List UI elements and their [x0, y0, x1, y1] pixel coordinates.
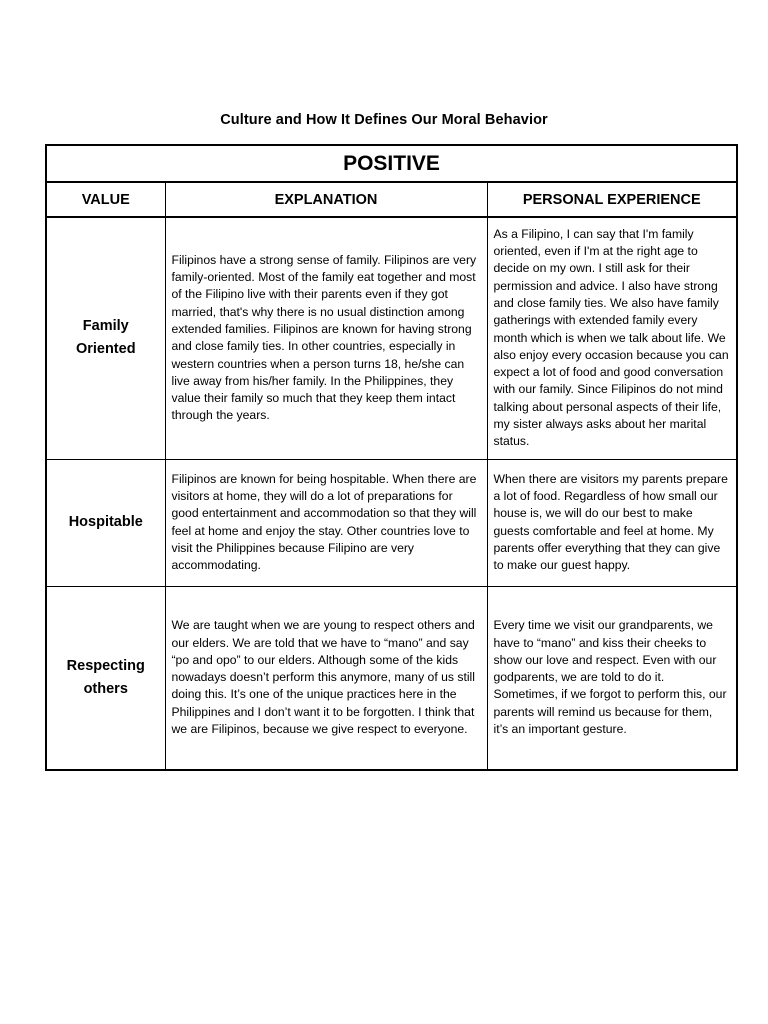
- column-header-value: VALUE: [46, 182, 165, 217]
- explanation-text: We are taught when we are young to respect others and our elders. We are told that we have to “mano” and say “po and opo” to our elders. Although some of the kids nowadays doesn’t perform this anymore, many of us still doing this. It’s one of the unique practices here in the Philippines and I don’t want it to be forgotten. I think that we are Filipinos, because we give respect to everyone.: [171, 618, 475, 736]
- value-cell-respecting-others: [46, 586, 165, 770]
- value-label-line1: Hospitable: [68, 514, 143, 530]
- table-row: [46, 217, 737, 459]
- explanation-cell: [165, 217, 487, 459]
- explanation-cell: [165, 586, 487, 770]
- document-title: Culture and How It Defines Our Moral Behavior: [220, 112, 548, 128]
- moral-behavior-table: [45, 144, 738, 771]
- value-label-line2: others: [83, 680, 128, 697]
- table-row: [46, 459, 737, 586]
- column-header-experience: PERSONAL EXPERIENCE: [487, 182, 737, 217]
- value-cell-hospitable: [46, 459, 165, 586]
- value-cell-family-oriented: [46, 217, 165, 459]
- value-label-line1: Respecting: [66, 657, 145, 674]
- explanation-cell: [165, 459, 487, 586]
- column-header-explanation: EXPLANATION: [165, 182, 487, 217]
- table-banner: POSITIVE: [46, 145, 737, 182]
- value-label-line2: Oriented: [75, 341, 136, 358]
- value-label-line1: Family: [82, 318, 129, 335]
- experience-cell: [487, 217, 737, 459]
- explanation-text: Filipinos are known for being hospitable. When there are visitors at home, they will do a lot of preparations for good entertainment and accommodation so that they will feel at home and enjoy the stay. Other countries love to visit the Philippines because Filipino are very accommodating.: [171, 471, 477, 573]
- experience-text: When there are visitors my parents prepare a lot of food. Regardless of how small our house is, we will do our best to make guests comfortable and feel at home. My parents offer everything that they can give to make our guest happy.: [493, 471, 728, 573]
- experience-text: As a Filipino, I can say that I'm family oriented, even if I'm at the right age to decide on my own. I still ask for their permission and advice. I also have strong and close family ties. We also have family gatherings with extended family every month which is when we talk about life. We also enjoy every occasion because you can expect a lot of food and good conversation with our family. Since Filipinos do not mind talking about personal aspects of their life, my sister always asks about her marital status.: [493, 226, 729, 449]
- experience-cell: [487, 586, 737, 770]
- experience-cell: [487, 459, 737, 586]
- table-row: [46, 586, 737, 770]
- explanation-text: Filipinos have a strong sense of family. Filipinos are very family-oriented. Most of the family eat together and most of the Filipino live with their parents even if they got married, that's why there is no usual distinction among extended families. Filipinos are known for having strong and close family ties. In other countries, especially in western countries when a person turns 18, he/she can live away from his/her family. In the Philippines, they value their family so much that they keep them intact through the years.: [171, 252, 477, 423]
- experience-text: Every time we visit our grandparents, we have to “mano” and kiss their cheeks to show our love and respect. Even with our godparents, we are told to do it. Sometimes, if we forgot to perform this, our parents will remind us because for them, it’s an important gesture.: [493, 618, 727, 736]
